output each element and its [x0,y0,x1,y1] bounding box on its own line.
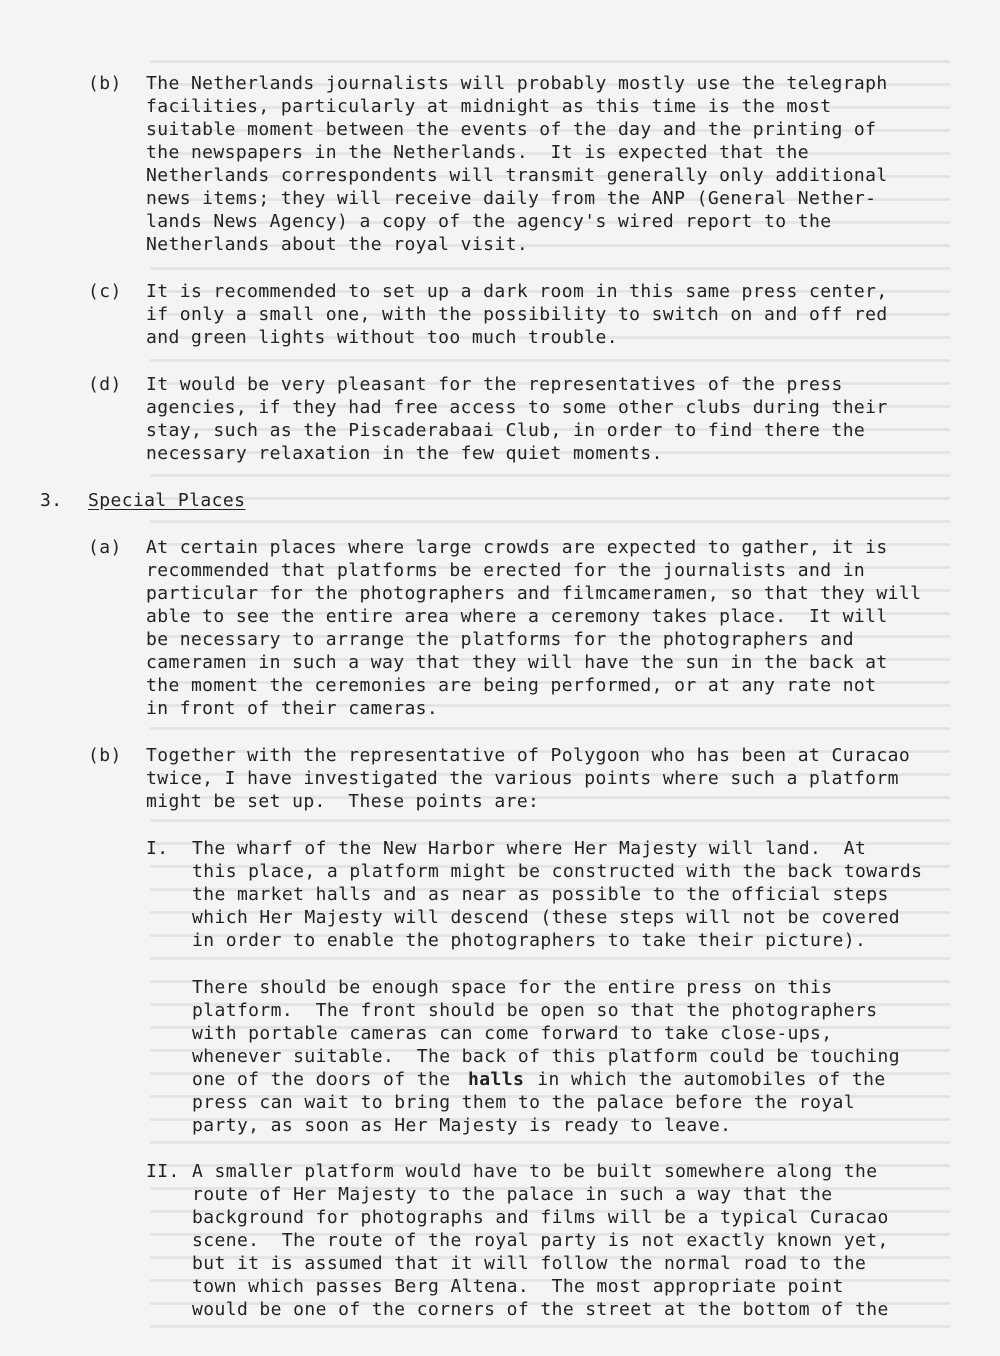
text-line-s3-num: 3. [40,490,63,511]
text-line-b7: lands News Agency) a copy of the agency's wired report to the [146,211,832,232]
text-line-c2: if only a small one, with the possibility to switch on and off red [146,304,888,325]
text-line-a2: recommended that platforms be erected for the journalists and in [146,560,866,581]
text-line-bb2: twice, I have investigated the various points where such a platform [146,768,899,789]
text-line-ii7: would be one of the corners of the street at the bottom of the [192,1299,889,1320]
text-line-b2-marker: (b) [88,745,122,766]
text-line-i10b: halls [468,1069,525,1090]
text-line-b3: suitable moment between the events of the day and the printing of [146,119,877,140]
text-line-i12: party, as soon as Her Majesty is ready to leave. [192,1115,732,1136]
text-line-a1: At certain places where large crowds are expected to gather, it is [146,537,888,558]
text-line-b2: facilities, particularly at midnight as this time is the most [146,96,832,117]
text-line-c-marker: (c) [88,281,122,302]
text-line-a8: in front of their cameras. [146,698,439,719]
text-line-i8: with portable cameras can come forward to take close-ups, [192,1023,833,1044]
text-line-i1: The wharf of the New Harbor where Her Majesty will land. At [192,838,867,859]
text-line-i11: press can wait to bring them to the palace before the royal [192,1092,855,1113]
text-line-b6: news items; they will receive daily from the ANP (General Nether- [146,188,877,209]
text-line-a4: able to see the entire area where a ceremony takes place. It will [146,606,888,627]
text-line-i7: platform. The front should be open so that the photographers [192,1000,878,1021]
text-line-b4: the newspapers in the Netherlands. It is expected that the [146,142,809,163]
text-line-b5: Netherlands correspondents will transmit generally only additional [146,165,888,186]
text-line-c1: It is recommended to set up a dark room in this same press center, [146,281,888,302]
text-line-ii2: route of Her Majesty to the palace in such a way that the [192,1184,833,1205]
text-line-b-marker: (b) [88,73,122,94]
text-line-d1: It would be very pleasant for the representatives of the press [146,374,843,395]
text-line-ii1: A smaller platform would have to be built somewhere along the [192,1161,878,1182]
text-line-a-marker: (a) [88,537,122,558]
text-line-bb1: Together with the representative of Polygoon who has been at Curacao [146,745,911,766]
text-line-ii4: scene. The route of the royal party is not exactly known yet, [192,1230,889,1251]
text-line-c3: and green lights without too much trouble. [146,327,618,348]
text-line-d3: stay, such as the Piscaderabaai Club, in order to find there the [146,420,866,441]
text-line-i6: There should be enough space for the entire press on this [192,977,833,998]
text-line-i4: which Her Majesty will descend (these steps will not be covered [192,907,900,928]
text-line-bb3: might be set up. These points are: [146,791,540,812]
text-line-b8: Netherlands about the royal visit. [146,234,529,255]
text-line-a5: be necessary to arrange the platforms for the photographers and [146,629,854,650]
text-line-i-marker: I. [146,838,169,859]
text-line-a6: cameramen in such a way that they will have the sun in the back at [146,652,888,673]
text-line-a7: the moment the ceremonies are being performed, or at any rate not [146,675,877,696]
text-line-i3: the market halls and as near as possible to the official steps [192,884,889,905]
text-line-d4: necessary relaxation in the few quiet moments. [146,443,663,464]
text-line-b1: The Netherlands journalists will probably mostly use the telegraph [146,73,888,94]
text-line-ii-marker: II. [146,1161,180,1182]
text-line-i9: whenever suitable. The back of this platform could be touching [192,1046,900,1067]
text-line-a3: particular for the photographers and filmcameramen, so that they will [146,583,922,604]
text-line-d2: agencies, if they had free access to some other clubs during their [146,397,888,418]
text-line-ii6: town which passes Berg Altena. The most appropriate point [192,1276,844,1297]
text-line-ii5: but it is assumed that it will follow the normal road to the [192,1253,867,1274]
text-line-s3-title: Special Places [88,490,246,511]
text-line-i10c: in which the automobiles of the [526,1069,886,1090]
text-line-d-marker: (d) [88,374,122,395]
text-line-i2: this place, a platform might be constructed with the back towards [192,861,923,882]
text-line-i5: in order to enable the photographers to take their picture). [192,930,867,951]
text-line-ii3: background for photographs and films will be a typical Curacao [192,1207,889,1228]
text-line-i10a: one of the doors of the [192,1069,462,1090]
